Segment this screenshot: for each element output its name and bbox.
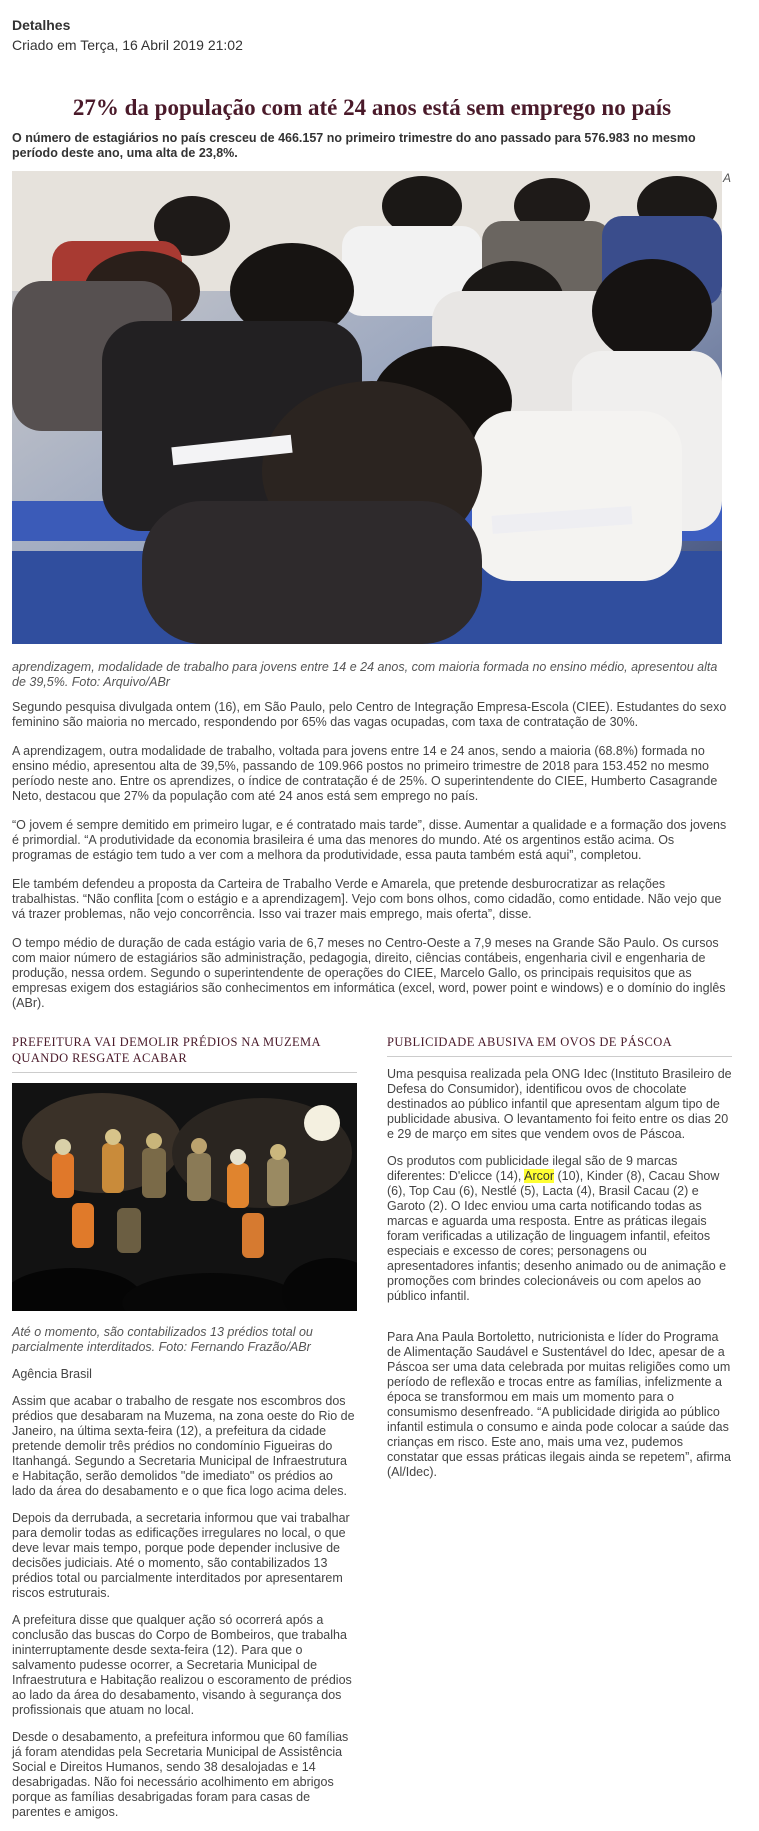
news-source: Agência Brasil xyxy=(12,1367,92,1381)
article-paragraph: Segundo pesquisa divulgada ontem (16), em São Paulo, pelo Centro de Integração Empresa-Escola (CIEE). Estudantes do sexo feminino são maioria no mercado, respondendo por 65% das vagas ocupadas, com taxa de contratação de 30%. xyxy=(12,700,727,729)
brands-text-before: Os produtos com publicidade ilegal são de 9 marcas diferentes: D'elicce (14), xyxy=(387,1154,678,1183)
right-paragraph: Uma pesquisa realizada pela ONG Idec (Instituto Brasileiro de Defesa do Consumidor), identificou ovos de chocolate destinados ao público infantil que apresentam algum tipo de publicidade abusiva. O levantamento foi feito entre os dias 20 e 29 de março em sites que vendem ovos de Páscoa. xyxy=(387,1067,732,1141)
article-paragraph: A aprendizagem, outra modalidade de trabalho, voltada para jovens entre 14 e 24 anos, sendo a maioria (68.8%) formada no ensino médio, apresentou alta de 39,5%, passando de 109.966 postos no primeiro trimestre de 2018 para 153.452 no mesmo período neste ano. Entre os aprendizes, o índice de contratação é de 25%. O superintendente do CIEE, Humberto Casagrande Neto, destacou que 27% da população com até 24 anos está sem emprego no país. xyxy=(12,744,718,803)
article-title: 27% da população com até 24 anos está sem emprego no país xyxy=(72,95,672,120)
right-news-section xyxy=(387,1034,732,1480)
highlighted-brand: Arcor xyxy=(524,1169,555,1183)
article-details xyxy=(12,16,243,54)
article-body xyxy=(12,700,732,1025)
article-paragraph: O tempo médio de duração de cada estágio varia de 6,7 meses no Centro-Oeste a 7,9 meses na Grande São Paulo. Os cursos com maior número de estagiários são administração, pedagogia, direito, ciências contábeis, engenharia civil e engenharia de produção, nessa ordem. Segundo o superintendente de operações do CIEE, Marcelo Gallo, os principais requisitos que as empresas exigem dos estagiários são conhecimentos em informática (excel, word, power point e windows) e o domínio do inglês (ABr). xyxy=(12,936,726,1010)
details-label: Detalhes xyxy=(12,17,71,33)
right-paragraph: Para Ana Paula Bortoletto, nutricionista e líder do Programa de Alimentação Saudável e Sustentável do Idec, apesar de a Páscoa ser uma data celebrada por muitas religiões como um período de reflexão e trocas entre as famílias, infelizmente a época se transformou em mais um momento para o consumismo desenfreado. “A publicidade dirigida ao público infantil estimula o consumo e ainda pode colocar a saúde das crianças em risco. Este ano, mais uma vez, pudemos constatar que essas práticas ilegais ainda se repetem”, afirma (Al/Idec). xyxy=(387,1330,731,1479)
article-lead: O número de estagiários no país cresceu de 466.157 no primeiro trimestre do ano passado para 576.983 no mesmo período deste ano, uma alta de 23,8%. xyxy=(12,131,696,160)
rescue-photo-caption: Até o momento, são contabilizados 13 prédios total ou parcialmente interditados. Foto: Fernando Frazão/ABr xyxy=(12,1325,313,1354)
created-date: Criado em Terça, 16 Abril 2019 21:02 xyxy=(12,37,243,53)
rescue-scene-image xyxy=(12,1083,357,1311)
left-section-heading[interactable]: PREFEITURA VAI DEMOLIR PRÉDIOS NA MUZEMA QUANDO RESGATE ACABAR xyxy=(12,1034,357,1073)
left-paragraph: Desde o desabamento, a prefeitura informou que 60 famílias já foram atendidas pela Secretaria Municipal de Assistência Social e Direitos Humanos, sendo 38 desalojadas e 14 desabrigadas. Não foi necessário acolhimento em abrigos porque as famílias desabrigadas foram para casas de parentes e amigos. xyxy=(12,1730,349,1819)
hero-corner-mark: A xyxy=(723,171,732,185)
left-paragraph: Depois da derrubada, a secretaria informou que vai trabalhar para demolir todas as edificações irregulares no local, o que deve levar mais tempo, porque pode depender inclusive de decisões judiciais. Até o momento, são contabilizados 13 prédios total ou parcialmente interditados por apresentarem riscos estruturais. xyxy=(12,1511,350,1600)
right-section-heading[interactable]: PUBLICIDADE ABUSIVA EM OVOS DE PÁSCOA xyxy=(387,1034,732,1057)
article-paragraph: “O jovem é sempre demitido em primeiro lugar, e é contratado mais tarde”, disse. Aumentar a qualidade e a formação dos jovens é primordial. “A produtividade da economia brasileira é uma das menores do mundo. Até os argentinos estão acima. Os programas de estágio tem tudo a ver com a melhora da produtividade, essa pauta também está aqui”, completou. xyxy=(12,818,727,862)
left-news-section xyxy=(12,1034,357,1820)
brands-text-after: (10), Kinder (8), Cacau Show (6), Top Cau (6), Nestlé (5), Lacta (4), Brasil Cacau (2) e Garoto (2). O Idec enviou uma carta notificando todas as marcas e aguarda uma resposta. Entre as práticas ilegais foram verificadas a utilização de linguagem infantil, efeitos especiais e excesso de cores; personagens ou apresentadores infantis; desenho animado ou de animação e promoções com brindes colecionáveis ou com apelos ao público infantil. xyxy=(387,1169,727,1303)
rescue-photo xyxy=(12,1083,357,1311)
left-paragraph: Assim que acabar o trabalho de resgate nos escombros dos prédios que desabaram na Muzema, na zona oeste do Rio de Janeiro, na última sexta-feira (12), a prefeitura da cidade pretende demolir três prédios no condomínio Figueiras do Itanhangá. Segundo a Secretaria Municipal de Infraestrutura e Habitação, serão demolidos "de imediato" os prédios ao lado da área do desabamento e o que fica logo acima deles. xyxy=(12,1394,355,1498)
article-hero-image xyxy=(12,171,722,644)
students-exam-photo xyxy=(12,171,722,644)
right-paragraph-brands xyxy=(387,1154,732,1304)
paragraph-spacer xyxy=(387,1304,732,1318)
article-paragraph: Ele também defendeu a proposta da Carteira de Trabalho Verde e Amarela, que pretende desburocratizar as relações trabalhistas. “Não conflita [com o estágio e a aprendizagem]. Vejo com bons olhos, como cidadão, como entidade. Não vejo que vá trazer problemas, não vejo concorrência. Isso vai trazer mais emprego, mais oferta”, disse. xyxy=(12,877,722,921)
hero-image-caption: aprendizagem, modalidade de trabalho para jovens entre 14 e 24 anos, com maioria formada no ensino médio, apresentou alta de 39,5%. Foto: Arquivo/ABr xyxy=(12,660,718,689)
left-paragraph: A prefeitura disse que qualquer ação só ocorrerá após a conclusão das buscas do Corpo de Bombeiros, que trabalha ininterruptamente desde sexta-feira (12). Para que o salvamento pudesse ocorrer, a Secretaria Municipal de Infraestrutura e Habitação realizou o escoramento de prédios ao lado da área do desabamento, visando à segurança dos profissionais que atuam no local. xyxy=(12,1613,352,1717)
